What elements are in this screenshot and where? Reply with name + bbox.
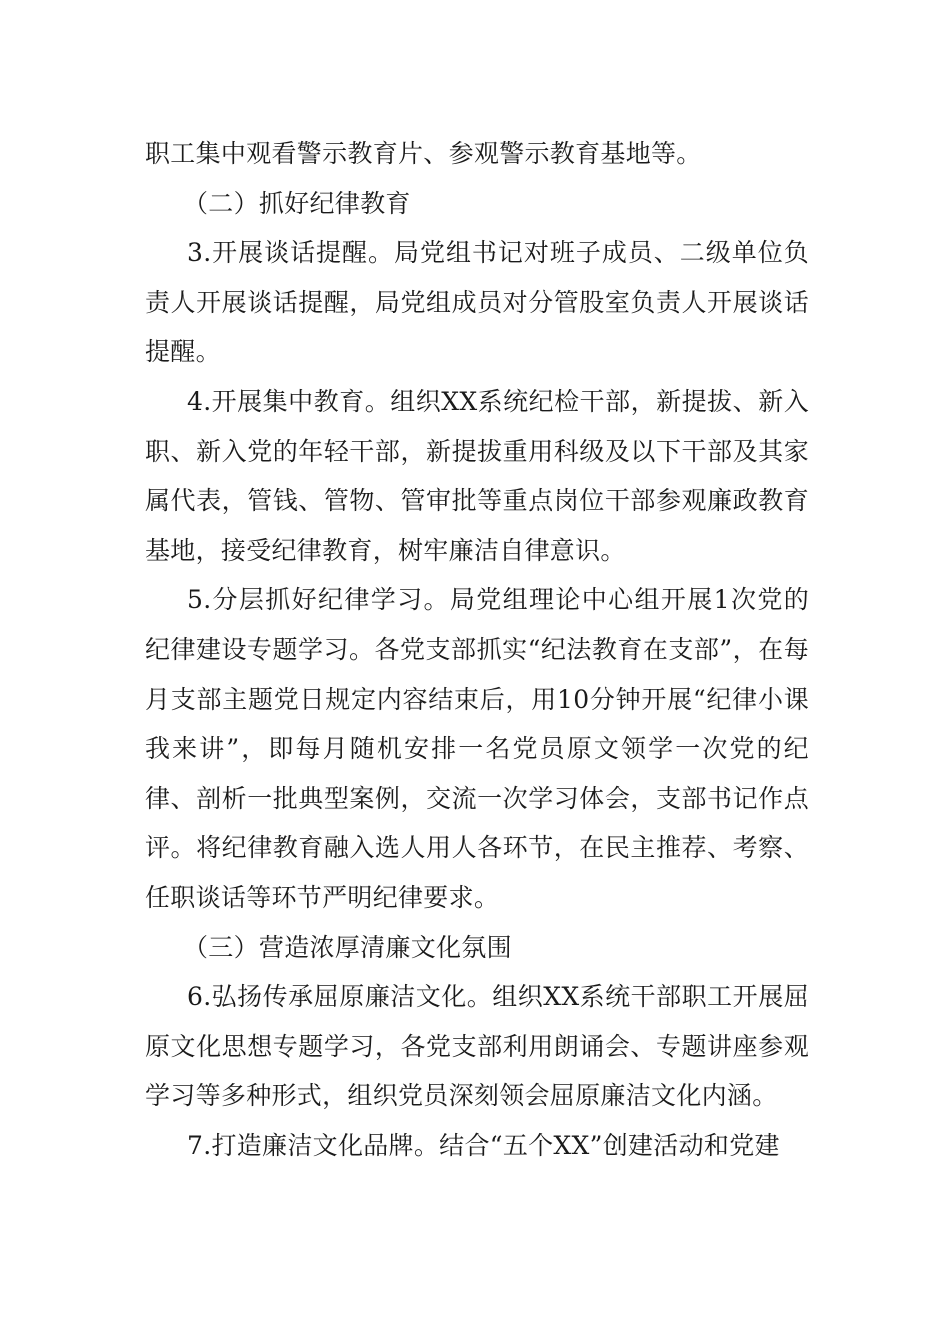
paragraph-item-3: 3.开展谈话提醒。局党组书记对班子成员、二级单位负责人开展谈话提醒，局党组成员对分管股室负责人开展谈话提醒。 (145, 238, 809, 367)
paragraph-item-6: 6.弘扬传承屈原廉洁文化。组织XX系统干部职工开展屈原文化思想专题学习，各党支部利用朗诵会、专题讲座参观学习等多种形式，组织党员深刻领会屈原廉洁文化内涵。 (145, 982, 809, 1111)
paragraph-continued: 职工集中观看警示教育片、参观警示教育基地等。 (145, 139, 702, 168)
section-heading-3: （三）营造浓厚清廉文化氛围 (183, 932, 512, 962)
paragraph-item-4: 4.开展集中教育。组织XX系统纪检干部，新提拔、新入职、新入党的年轻干部，新提拔重用科级及以下干部及其家属代表，管钱、管物、管审批等重点岗位干部参观廉政教育基地，接受纪律教育，树牢廉洁自律意识。 (145, 386, 809, 565)
paragraph-item-5: 5.分层抓好纪律学习。局党组理论中心组开展1次党的纪律建设专题学习。各党支部抓实“纪法教育在支部”，在每月支部主题党日规定内容结束后，用10分钟开展“纪律小课我来讲”，即每月随机安排一名党员原文领学一次党的纪律、剖析一批典型案例，交流一次学习体会，支部书记作点评。将纪律教育融入选人用人各环节，在民主推荐、考察、任职谈话等环节严明纪律要求。 (145, 585, 809, 912)
section-heading-2: （二）抓好纪律教育 (183, 188, 411, 218)
document-page (145, 129, 809, 1170)
paragraph-item-7: 7.打造廉洁文化品牌。结合“五个XX”创建活动和党建 (187, 1130, 780, 1160)
